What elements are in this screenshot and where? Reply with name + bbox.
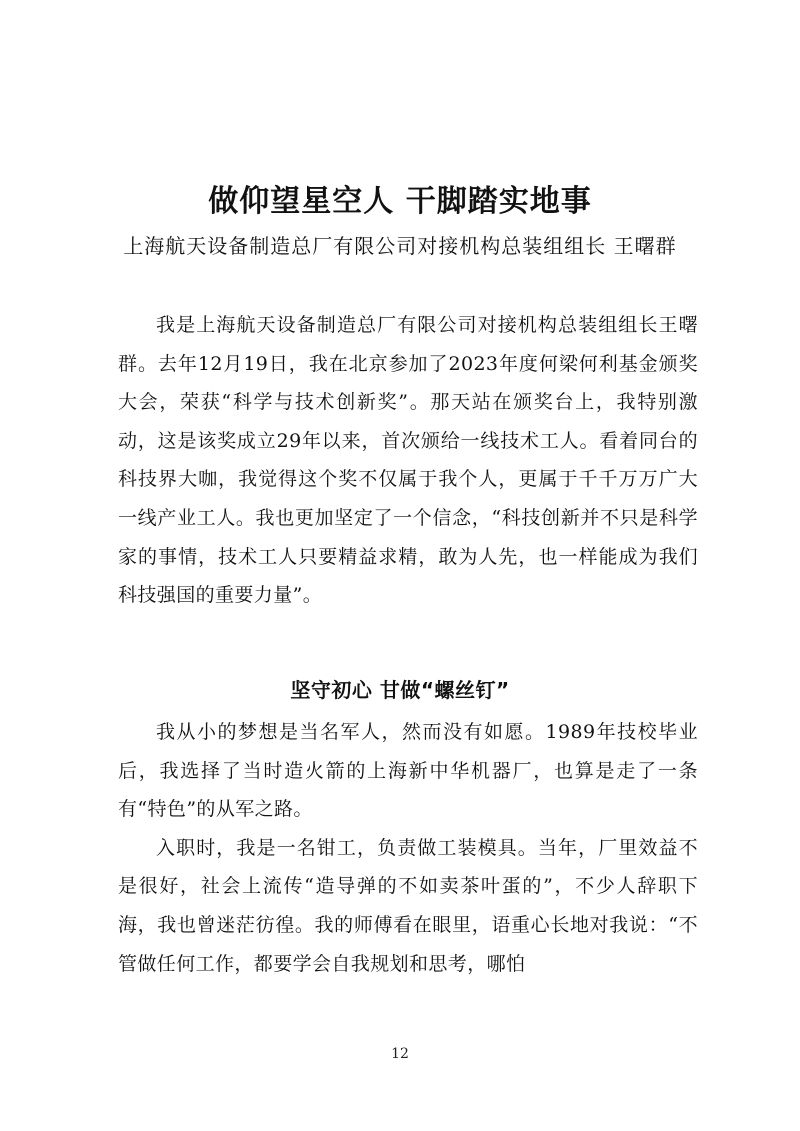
section-paragraph: 我从小的梦想是当名军人，然而没有如愿。1989年技校毕业后，我选择了当时造火箭的上海新中华机器厂，也算是走了一条有“特色”的从军之路。 xyxy=(118,721,698,821)
author-byline: 上海航天设备制造总厂有限公司对接机构总装组组长 王曙群 xyxy=(123,234,677,258)
intro-section xyxy=(118,306,698,615)
intro-paragraph: 我是上海航天设备制造总厂有限公司对接机构总装组组长王曙群。去年12月19日，我在北京参加了2023年度何梁何利基金颁奖大会，荣获“科学与技术创新奖”。那天站在颁奖台上，我特别激动，这是该奖成立29年以来，首次颁给一线技术工人。看着同台的科技界大咖，我觉得这个奖不仅属于我个人，更属于千千万万广大一线产业工人。我也更加坚定了一个信念，“科技创新并不只是科学家的事情，技术工人只要精益求精，敢为人先，也一样能成为我们科技强国的重要力量”。 xyxy=(118,314,698,607)
section-heading: 坚守初心 甘做“螺丝钉” xyxy=(290,678,510,702)
page-number: 12 xyxy=(391,1046,409,1062)
section-body xyxy=(118,713,698,983)
document-title: 做仰望星空人 干脚踏实地事 xyxy=(208,184,592,219)
section-paragraph: 入职时，我是一名钳工，负责做工装模具。当年，厂里效益不是很好，社会上流传“造导弹的不如卖茶叶蛋的”，不少人辞职下海，我也曾迷茫彷徨。我的师傅看在眼里，语重心长地对我说：“不管做任何工作，都要学会自我规划和思考，哪怕 xyxy=(118,836,698,975)
